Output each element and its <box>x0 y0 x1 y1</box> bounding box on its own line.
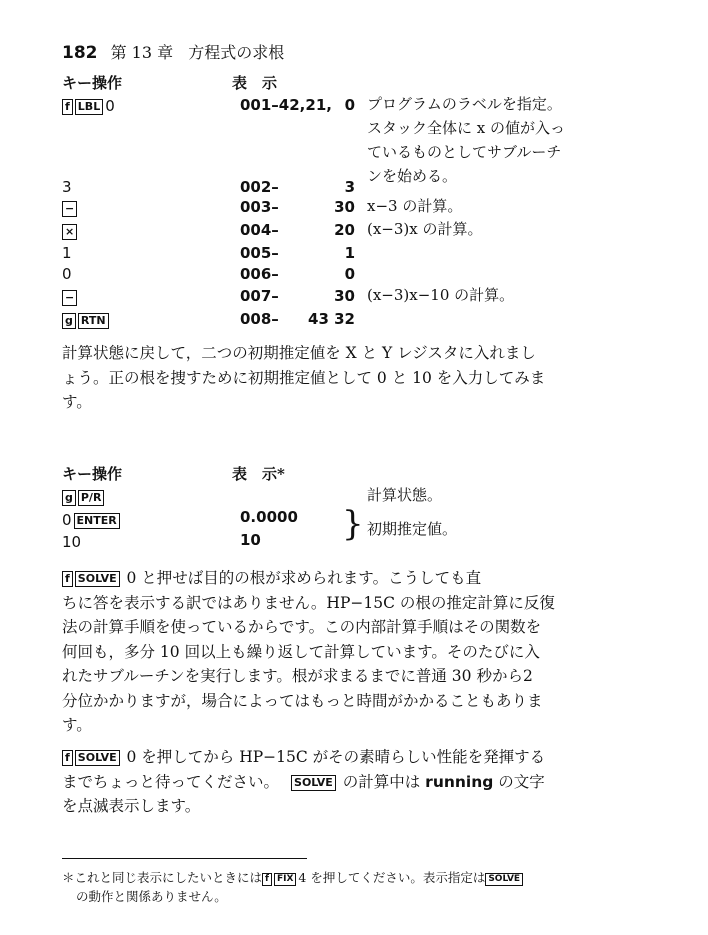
f-key: f <box>62 571 73 587</box>
step-number: 002– <box>240 178 279 196</box>
fix-key: FIX <box>274 873 296 886</box>
step-number: 004– <box>240 221 279 239</box>
step-number: 005– <box>240 244 279 262</box>
desc-line: スタック全体に x の値が入っ <box>367 119 565 137</box>
display-value: 10 <box>240 531 261 549</box>
table1-keys <box>62 96 115 115</box>
page-header <box>62 40 284 63</box>
display-value: 0.0000 <box>240 508 298 526</box>
key-suffix: 0 <box>105 97 115 115</box>
keycode: 30 <box>334 287 355 305</box>
text-line: 何回も，多分 10 回以上も繰り返して計算しています。そのたびに入 <box>62 642 540 661</box>
solve-key: SOLVE <box>291 775 336 791</box>
key-digit: 0 <box>62 265 72 283</box>
desc-line: ているものとしてサブルーチ <box>367 143 562 161</box>
g-key: g <box>62 490 76 506</box>
text-span: の計算中は <box>337 772 426 791</box>
row-description: (x−3)x の計算。 <box>367 220 483 238</box>
paragraph <box>62 745 592 819</box>
text-span: の文字 <box>493 772 545 791</box>
paragraph <box>62 566 592 738</box>
footnote-line: の動作と関係ありません。 <box>76 889 227 904</box>
g-key: g <box>62 313 76 329</box>
text-span: 0 と押せば目的の根が求められます。こうしても直 <box>121 569 482 587</box>
text-line: ちに答を表示する訳ではありません。HP−15C の根の推定計算に反復 <box>62 593 555 612</box>
chapter-label: 第 13 章 <box>110 43 174 62</box>
text-line: 計算状態に戻して，二つの初期推定値を X と Y レジスタに入れまし <box>62 344 536 362</box>
text-line: れたサブルーチンを実行します。根が求まるまでに普通 30 秒から2 <box>62 667 533 685</box>
text-span: 0 を押してから HP−15C がその素晴らしい性能を発揮する <box>121 748 546 766</box>
keycode: 30 <box>334 198 355 216</box>
text-line: 分位かかりますが，場合によってはもっと時間がかかることもありま <box>62 691 543 710</box>
keycode: 43 32 <box>308 310 355 328</box>
chapter-title: 方程式の求根 <box>188 43 285 62</box>
desc-line: プログラムのラベルを指定。 <box>367 95 562 113</box>
rtn-key: RTN <box>78 313 109 329</box>
table2-key-header: キー操作 <box>62 465 123 483</box>
table1-key-header: キー操作 <box>62 74 123 92</box>
step-number: 001–42,21, <box>240 96 332 114</box>
text-line: を点滅表示します。 <box>62 797 201 815</box>
solve-key: SOLVE <box>75 750 120 766</box>
f-key: f <box>262 873 272 886</box>
table1-display-header: 表 示 <box>232 74 278 92</box>
keycode: 0 <box>344 96 355 114</box>
row-description <box>367 92 565 188</box>
text-line: す。 <box>62 716 92 734</box>
text-line: ょう。正の根を捜すために初期推定値として 0 と 10 を入力してみま <box>62 368 546 387</box>
step-number: 003– <box>240 198 279 216</box>
keycode: 20 <box>334 221 355 239</box>
paragraph <box>62 341 592 415</box>
text-span: これと同じ表示にしたいときには <box>74 870 263 885</box>
table2-display-header: 表 示* <box>232 465 285 483</box>
step-number: 007– <box>240 287 279 305</box>
f-key: f <box>62 750 73 766</box>
key-digit: 1 <box>62 244 72 262</box>
brace-description: 初期推定値。 <box>367 520 458 538</box>
text-span: 4 を押してください。表示指定は <box>298 870 486 885</box>
keycode: 1 <box>344 244 355 262</box>
text-span: までちょっと待ってください。 <box>62 772 280 791</box>
text-line: す。 <box>62 393 92 411</box>
desc-line: ンを始める。 <box>367 167 458 185</box>
minus-key: − <box>62 290 77 306</box>
row-description: (x−3)x−10 の計算。 <box>367 286 515 304</box>
key-digit: 3 <box>62 178 72 196</box>
enter-key: ENTER <box>74 513 120 529</box>
keycode: 3 <box>344 178 355 196</box>
text-line: 法の計算手順を使っているからです。この内部計算手順はその関数を <box>62 618 542 636</box>
minus-key: − <box>62 201 77 217</box>
key-prefix: 10 <box>62 533 82 551</box>
key-prefix: 0 <box>62 511 72 529</box>
step-number: 006– <box>240 265 279 283</box>
keycode: 0 <box>344 265 355 283</box>
row-description: x−3 の計算。 <box>367 197 463 215</box>
row-description: 計算状態。 <box>367 486 443 504</box>
multiply-key: × <box>62 224 77 240</box>
lbl-key: LBL <box>75 99 103 115</box>
text-line <box>62 745 592 770</box>
text-line <box>62 566 592 591</box>
solve-key: SOLVE <box>75 571 120 587</box>
pr-key: P/R <box>78 490 105 506</box>
running-label: running <box>425 772 494 791</box>
text-line <box>62 770 592 795</box>
page-number: 182 <box>62 43 98 63</box>
footnote-divider <box>62 858 307 859</box>
f-key: f <box>62 99 73 115</box>
brace: } <box>342 504 364 544</box>
footnote <box>62 868 525 906</box>
solve-key: SOLVE <box>485 873 523 886</box>
footnote-line <box>62 868 525 887</box>
footnote-star: ＊ <box>62 870 75 885</box>
step-number: 008– <box>240 310 279 328</box>
